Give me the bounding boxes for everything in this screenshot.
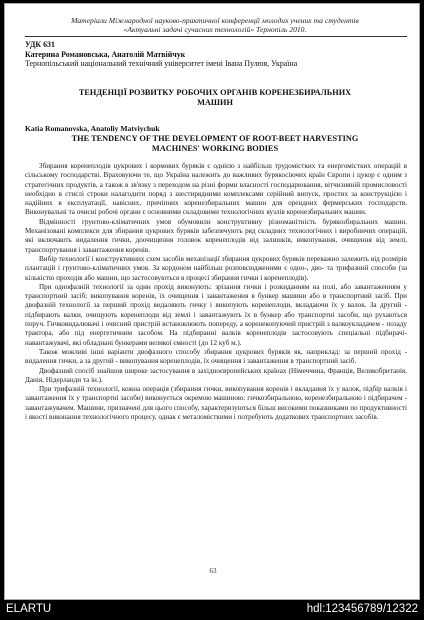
- paragraph: При однофазній технології за один прохід виконують: зрізання гички і розкиданням на полі, або завантаженням у транспортний засіб; викопування коренів, їх очищення і завантаження в бункер машини або в транспортний засіб. При двофазній технології за перший прохід видаляють гичку і викопують коренеплоди, вкладаючи їх у валок. За другий - підбирають валки, очищують коренеплоди від землі і завантажують їх в бункер або транспортні засоби, що рухаються поруч. Гичковидалювачі і очисний пристрій встановлюють попереду, а коренекопуючий пристрій з валкоукладачем - позаду трактора, або під енергетичним засобом. На підбиранні валків коренеплодів застосовують спеціальні підбирачі-навантажувачі, які обладнані бункерами великої ємності (до 12 куб м.).: [25, 282, 407, 347]
- viewer-footer: [0, 600, 424, 620]
- header-line-2: «Актуальні задачі сучасних технологій» Тернопіль 2010.: [123, 25, 307, 35]
- authors-en: Katia Romanovska, Anatoliy Matvіychuk: [25, 124, 160, 133]
- title-en: [25, 134, 405, 154]
- paragraph: При трифазній технології, кожна операція (збирання гички, викопування коренів і вкладання їх у валок, підбір валків і завантаження їх у транспортні засоби) виконується окремою машиною: гичкозбиральною, коренезбиральною і підбирачем - завантажувачем. Машини, призначені для цього способу, характеризуються більш високими показниками по продуктивності і якості виконання технологічного процесу, однак є металомісткими і потребують додаткових транспортних засобів.: [25, 385, 407, 422]
- title-en-line-1: THE TENDENCY OF THE DEVELOPMENT OF ROOT-BEET HARVESTING: [71, 134, 359, 143]
- paragraph: Вибір технології і конструктивних схем засобів механізації збирання цукрових буряків переважно залежить від розмірів плантацій і грунтово-кліматичних умов. За кордоном найбільш розповсюдженими є одно-, дво- та трифазний способи (за кількістю проходів або машин, що застосовуються в процесі збирання гички і коренеплодів).: [25, 254, 407, 282]
- affiliation: Тернопільський національний технічний університет імені Івана Пулюя, Україна: [25, 59, 298, 69]
- authors-ua: Катерина Романовська, Анатолій Матвійчук: [25, 49, 186, 59]
- title-en-line-2: MACHINES' WORKING BODIES: [151, 143, 279, 153]
- paragraph: Відмінності грунтово-кліматичних умов обумовили конструктивну різноманітність бурякозбиральних машин. Механізовані комплекси для збирання цукрових буряків забезпечують ряд складних технологічних і виробничих операцій, які включають видалення гички, доочищення головок коренеплодів від залишків, викопування, очищення від землі, транспортування і завантаження коренів.: [25, 217, 407, 254]
- title-ua-line-1: ТЕНДЕНЦІЇ РОЗВИТКУ РОБОЧИХ ОРГАНІВ КОРЕНЕЗБИРАЛЬНИХ: [78, 88, 352, 97]
- running-header: [25, 16, 405, 34]
- article-meta: [25, 40, 405, 69]
- header-line-1: Матеріали Міжнародної науково-практичної конференції молодих учених та студентів: [71, 16, 359, 25]
- document-page: [4, 3, 420, 600]
- paragraph: Збирання коренеплодів цукрових і кормових буряків є однією з найбільш трудомістких та енергомістких операцій в сільському господарстві. Враховуючи те, що Україна належить до важливих бурякосіючих країн Європи і цукор є одним з стратегічних продуктів, а також в зв'язку з переходом на різні форми власності господарювання, вітчизняній промисловості необхідно в стислі строки налагодити поряд з шестирядними комплексами серійний випуск, простих за конструкцією і надійних в експлуатації, навісних, причіпних коренезбиральних машин для орендних фермерських господарств. Виконувальні та очисні робочі органи є основними складовими технологічних вузлів коренезбиральних машин.: [25, 162, 407, 217]
- udc-code: УДК 631: [25, 40, 55, 49]
- title-ua: [25, 88, 405, 108]
- handle-id: hdl:123456789/12322: [306, 603, 418, 615]
- article-body: [25, 162, 407, 422]
- title-ua-line-2: МАШИН: [197, 97, 233, 107]
- paragraph: Також можливі інші варіанти двофазного способу збирання цукрових буряків як, наприклад: за перший прохід - видалення гички, а за другий - викопування коренеплодів, їх очищення і завантаження в транспортний засіб.: [25, 347, 407, 366]
- paragraph: Двофазний спосіб знайшов широке застосування в західноєвропейських країнах (Німеччина, Франція, Великобританія, Данія, Нідерланди та ін.).: [25, 366, 407, 384]
- page-number: 63: [209, 567, 217, 575]
- header-rule: [25, 36, 407, 37]
- repository-name: ELARTU: [6, 603, 52, 615]
